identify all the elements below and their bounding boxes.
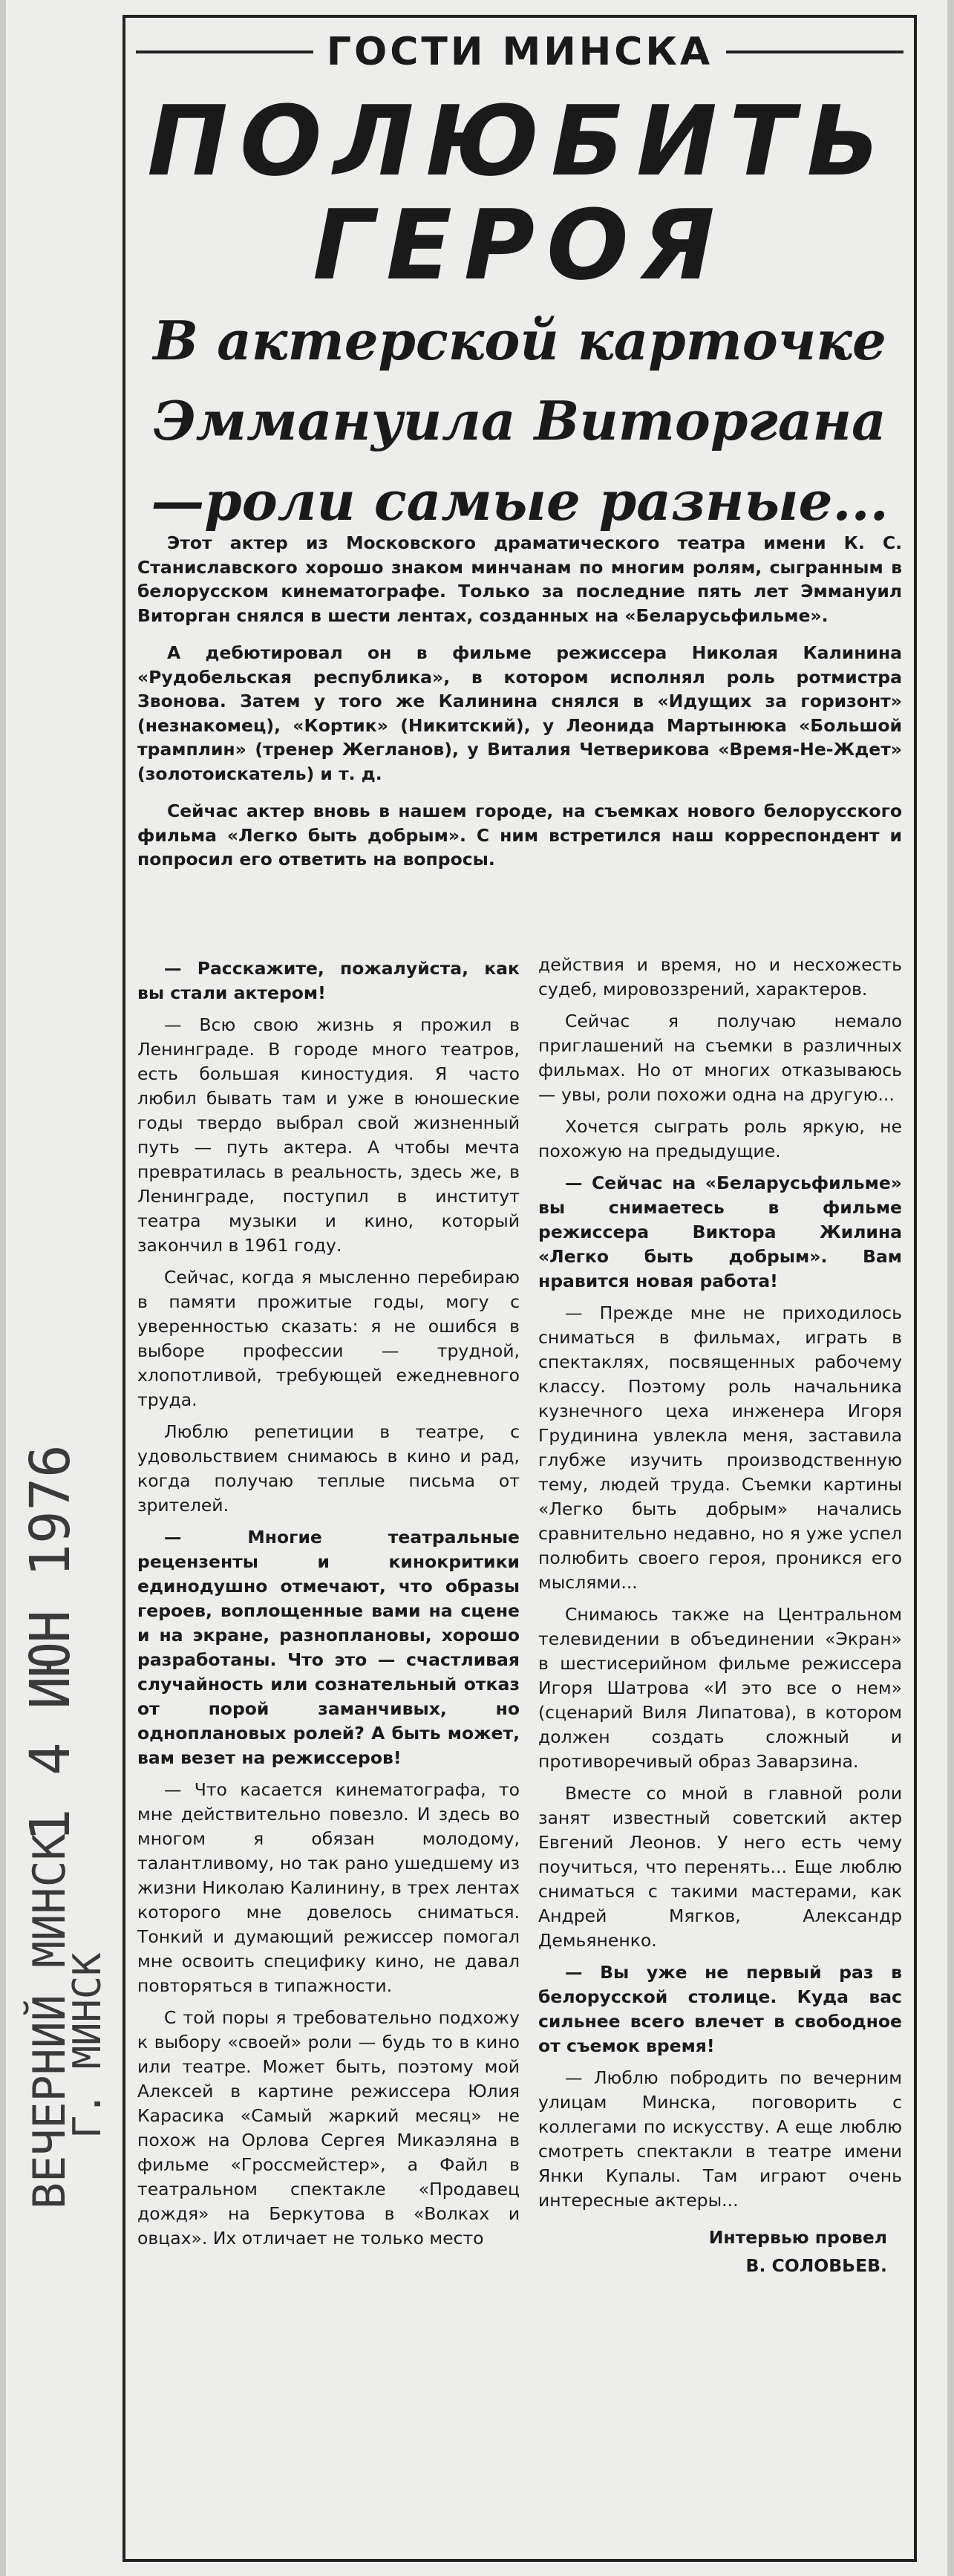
rubric-title: ГОСТИ МИНСКА (326, 30, 713, 74)
interview-answer: Хочется сыграть роль яркую, не похожую на предыдущие. (538, 1116, 902, 1161)
interview-answer: — Всю свою жизнь я прожил в Ленинграде. В городе много театров, есть большая киностудия. Я часто любил бывать там и уже в юношеские годы твердо выбрал свой жизненный путь — путь актера. А чтобы мечта превратилась в реальность, здесь же, в Ленинграде, поступил в институт театра музыки и кино, который закончил в 1961 году. (137, 1014, 520, 1256)
subhead-line-2: Эммануила Виторгана (153, 389, 886, 452)
stamp-paper-name: ВЕЧЕРНИЙ МИНСК (24, 1833, 76, 2209)
headline (122, 85, 917, 301)
interview-question: — Вы уже не первый раз в белорусской столице. Куда вас сильнее всего влечет в свободное от съемок время! (538, 1962, 902, 2056)
interview-answer: Снимаюсь также на Центральном телевидении в объединении «Экран» в шестисерийном фильме режиссера Игоря Шатрова «И это все о нем» (сценарий Виля Липатова), в котором должен создать сложный и противоречивый образ Заварзина. (538, 1604, 902, 1772)
subhead-line-1: В актерской карточке (153, 309, 886, 372)
interview-answer: — Что касается кинематографа, то мне действительно повезло. И здесь во многом я обязан молодому, талантливому, но так рано ушедшему из жизни Николаю Калинину, в трех лентах которого мне довелось сниматься. Тонкий и думающий режиссер помогал мне освоить специфику кино, не давал повторяться в типажности. (137, 1779, 520, 1996)
interview-answer: — Люблю побродить по вечерним улицам Минска, поговорить с коллегами по искусству. А еще люблю смотреть спектакли в театре имени Янки Купалы. Там играют очень интересные актеры... (538, 2067, 902, 2211)
interview-answer: Вместе со мной в главной роли занят известный советский актер Евгений Леонов. У него есть чему поучиться, что перенять... Еще люблю сниматься с такими мастерами, как Андрей Мягков, Александр Демьяненко. (538, 1783, 902, 1951)
rubric-header (122, 22, 917, 82)
interview-answer: действия и время, но и несхожесть судеб, мировоззрений, характеров. (538, 954, 902, 1000)
stamp-city: Г. МИНСК (65, 1952, 108, 2139)
left-column (137, 956, 520, 2258)
rubric-rule-left (136, 50, 313, 53)
byline (538, 2223, 902, 2280)
subhead-line-3: —роли самые разные... (151, 469, 889, 532)
interview-answer: Сейчас я получаю немало приглашений на съемки в различных фильмах. Но от многих отказываюсь — увы, роли похожи одна на другую... (538, 1011, 902, 1105)
interview-answer: Люблю репетиции в театре, с удовольствием снимаюсь в кино и рад, когда получаю теплые письма от зрителей. (137, 1421, 520, 1516)
byline-credit: Интервью провел (708, 2227, 887, 2248)
interview-question: — Сейчас на «Беларусьфильме» вы снимаетесь в фильме режиссера Виктора Жилина «Легко быть добрым». Вам нравится новая работа! (538, 1173, 902, 1291)
lead-paragraph: Сейчас актер вновь в нашем городе, на съемках нового белорусского фильма «Легко быть добрым». С ним встретился наш корреспондент и попросил его ответить на вопросы. (137, 800, 902, 870)
lead-paragraph: А дебютировал он в фильме режиссера Николая Калинина «Рудобельская республика», в котором исполнял роль ротмистра Звонова. Затем у того же Калинина снялся в «Идущих за горизонт» (незнакомец), «Кортик» (Никитский), у Леонида Мартынюка «Большой трамплин» (тренер Жегланов), у Виталия Четверикова «Время-Не-Ждет» (золотоискатель) и т. д. (137, 642, 902, 784)
interview-answer: — Прежде мне не приходилось сниматься в фильмах, играть в спектаклях, посвященных рабочему классу. Поэтому роль начальника кузнечного цеха инженера Игоря Грудинина увлекла меня, заставила глубже изучить производственную тему, людей труда. Съемки картины «Легко быть добрым» начались сравнительно недавно, но я уже успел полюбить своего героя, проникся его мыслями... (538, 1302, 902, 1593)
headline-line-1: ПОЛЮБИТЬ (147, 85, 892, 198)
byline-author: В. СОЛОВЬЕВ. (745, 2255, 887, 2276)
archive-stamp (11, 1322, 108, 2213)
interview-answer: С той поры я требовательно подхожу к выбору «своей» роли — будь то в кино или театре. Может быть, поэтому мой Алексей в картине режиссера Юлия Карасика «Самый жаркий месяц» не похож на Орлова Сергея Микаэляна в фильме «Гроссмейстер», а Файл в театральном спектакле «Продавец дождя» на Беркутова в «Волках и овцах». Их отличает не только место (137, 2007, 520, 2249)
right-column (538, 953, 902, 2280)
stamp-date: 1 4 ИЮН 1976 (19, 1444, 82, 1842)
article-lead (137, 531, 902, 885)
rubric-rule-right (726, 50, 904, 53)
interview-question: — Расскажите, пожалуйста, как вы стали актером! (137, 958, 520, 1003)
headline-line-2: ГЕРОЯ (313, 189, 727, 301)
interview-answer: Сейчас, когда я мысленно перебираю в памяти прожитые годы, могу с уверенностью сказать: я не ошибся в выборе профессии — трудной, хлопотливой, требующей ежедневного труда. (137, 1267, 520, 1410)
lead-paragraph: Этот актер из Московского драматического театра имени К. С. Станиславского хорошо знаком минчанам по многим ролям, сыгранным в белорусском кинематографе. Только за последние пять лет Эммануил Виторган снялся в шести лентах, созданных на «Беларусьфильме». (137, 532, 902, 626)
interview-question: — Многие театральные рецензенты и кинокритики единодушно отмечают, что образы героев, воплощенные вами на сцене и на экране, разноплановы, хорошо разработаны. Что это — счастливая случайность или сознательный отказ от порой заманчивых, но одноплановых ролей? А быть может, вам везет на режиссеров! (137, 1527, 520, 1768)
subheadline (122, 301, 917, 541)
